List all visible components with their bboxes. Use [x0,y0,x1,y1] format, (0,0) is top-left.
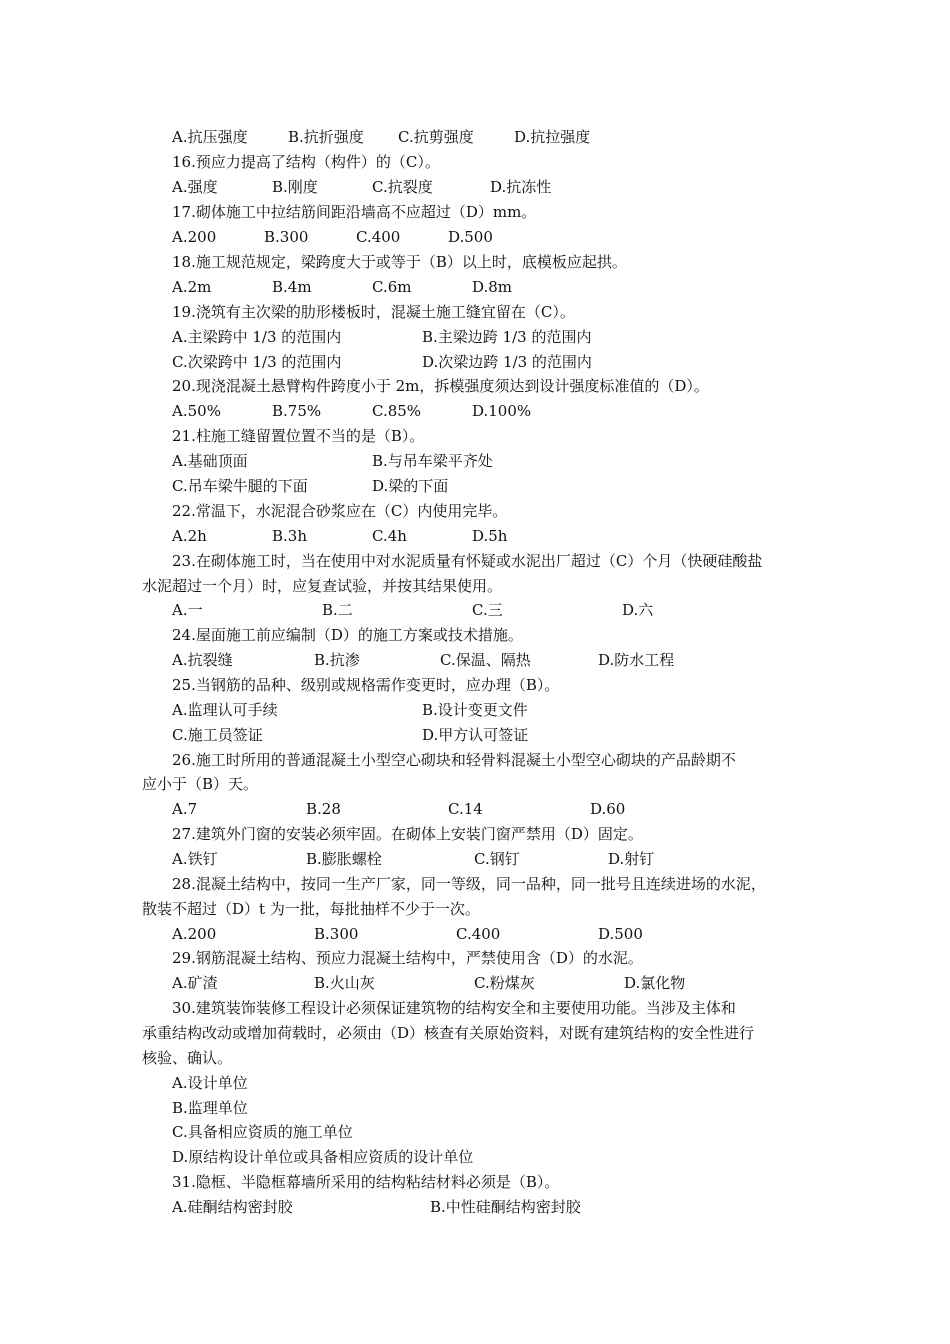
option: D.射钉 [608,850,655,868]
option: C.具备相应资质的施工单位 [172,1123,353,1141]
option: C.400 [356,228,401,246]
question-19: 19.浇筑有主次梁的肋形楼板时，混凝土施工缝宜留在（C）。 [172,303,575,321]
option: D.原结构设计单位或具备相应资质的设计单位 [172,1148,474,1166]
question-30: 30.建筑装饰装修工程设计必须保证建筑物的结构安全和主要使用功能。当涉及主体和 [172,999,736,1017]
option: D.抗拉强度 [514,128,591,146]
question-23: 23.在砌体施工时，当在使用中对水泥质量有怀疑或水泥出厂超过（C）个月（快硬硅酸盐 [172,552,763,570]
option: A.2m [172,278,212,296]
option: D.5h [472,527,508,545]
option: A.铁钉 [172,850,218,868]
option: A.强度 [172,178,218,196]
option: D.100% [472,402,532,420]
option: B.监理单位 [172,1099,248,1117]
question-24: 24.屋面施工前应编制（D）的施工方案或技术措施。 [172,626,523,644]
option: D.梁的下面 [372,477,449,495]
option: A.矿渣 [172,974,218,992]
option: D.次梁边跨 1/3 的范围内 [422,353,592,371]
question-22: 22.常温下，水泥混合砂浆应在（C）内使用完毕。 [172,502,508,520]
option: C.三 [472,601,503,619]
option: C.钢钉 [474,850,520,868]
option: C.6m [372,278,412,296]
option: B.与吊车梁平齐处 [372,452,493,470]
question-21: 21.柱施工缝留置位置不当的是（B）。 [172,427,425,445]
question-26-cont: 应小于（B）天。 [142,775,259,793]
option: D.氯化物 [624,974,686,992]
option: B.刚度 [272,178,318,196]
option: A.监理认可手续 [172,701,278,719]
question-23-cont: 水泥超过一个月）时，应复查试验，并按其结果使用。 [142,577,503,595]
question-25: 25.当钢筋的品种、级别或规格需作变更时，应办理（B）。 [172,676,560,694]
option: A.7 [172,800,198,818]
option: D.防水工程 [598,651,675,669]
question-30-cont: 承重结构改动或增加荷载时，必须由（D）核查有关原始资料，对既有建筑结构的安全性进行 [142,1024,755,1042]
question-17: 17.砌体施工中拉结筋间距沿墙高不应超过（D）mm。 [172,203,537,221]
option: B.300 [264,228,309,246]
option: A.抗压强度 [172,128,248,146]
option: B.膨胀螺栓 [306,850,382,868]
question-28-cont: 散装不超过（D）t 为一批，每批抽样不少于一次。 [142,900,480,918]
option: C.14 [448,800,483,818]
option: B.4m [272,278,312,296]
option: A.一 [172,601,203,619]
option: D.500 [448,228,493,246]
question-28: 28.混凝土结构中，按同一生产厂家，同一等级，同一品种，同一批号且连续进场的水泥， [172,875,766,893]
question-26: 26.施工时所用的普通混凝土小型空心砌块和轻骨料混凝土小型空心砌块的产品龄期不 [172,751,736,769]
question-18: 18.施工规范规定，梁跨度大于或等于（B）以上时，底模板应起拱。 [172,253,627,271]
option: B.二 [322,601,353,619]
option: C.保温、隔热 [440,651,531,669]
option: D.甲方认可签证 [422,726,529,744]
option: C.次梁跨中 1/3 的范围内 [172,353,342,371]
option: A.50% [172,402,221,420]
option: D.8m [472,278,513,296]
option: A.200 [172,228,217,246]
option: D.60 [590,800,626,818]
question-30-cont: 核验、确认。 [142,1049,233,1067]
option: B.3h [272,527,307,545]
option: A.基础顶面 [172,452,248,470]
option: B.抗渗 [314,651,360,669]
option: A.抗裂缝 [172,651,233,669]
option: C.吊车梁牛腿的下面 [172,477,308,495]
option: C.400 [456,925,501,943]
option: A.设计单位 [172,1074,248,1092]
option: C.4h [372,527,407,545]
option: A.主梁跨中 1/3 的范围内 [172,328,342,346]
question-27: 27.建筑外门窗的安装必须牢固。在砌体上安装门窗严禁用（D）固定。 [172,825,643,843]
option: B.抗折强度 [288,128,364,146]
option: B.中性硅酮结构密封胶 [430,1198,581,1216]
option: A.硅酮结构密封胶 [172,1198,293,1216]
question-16: 16.预应力提高了结构（构件）的（C）。 [172,153,440,171]
option: C.粉煤灰 [474,974,535,992]
option: B.75% [272,402,322,420]
option: B.300 [314,925,359,943]
option: C.抗剪强度 [398,128,474,146]
option: B.主梁边跨 1/3 的范围内 [422,328,592,346]
option: D.六 [622,601,654,619]
option: C.施工员签证 [172,726,263,744]
option: C.85% [372,402,422,420]
option: B.火山灰 [314,974,375,992]
option: B.28 [306,800,341,818]
option: D.抗冻性 [490,178,552,196]
question-29: 29.钢筋混凝土结构、预应力混凝土结构中，严禁使用含（D）的水泥。 [172,949,643,967]
option: D.500 [598,925,643,943]
option: C.抗裂度 [372,178,433,196]
option: B.设计变更文件 [422,701,528,719]
option: A.200 [172,925,217,943]
question-20: 20.现浇混凝土悬臂构件跨度小于 2m，拆模强度须达到设计强度标准值的（D）。 [172,377,709,395]
option: A.2h [172,527,207,545]
question-31: 31.隐框、半隐框幕墙所采用的结构粘结材料必须是（B）。 [172,1173,560,1191]
